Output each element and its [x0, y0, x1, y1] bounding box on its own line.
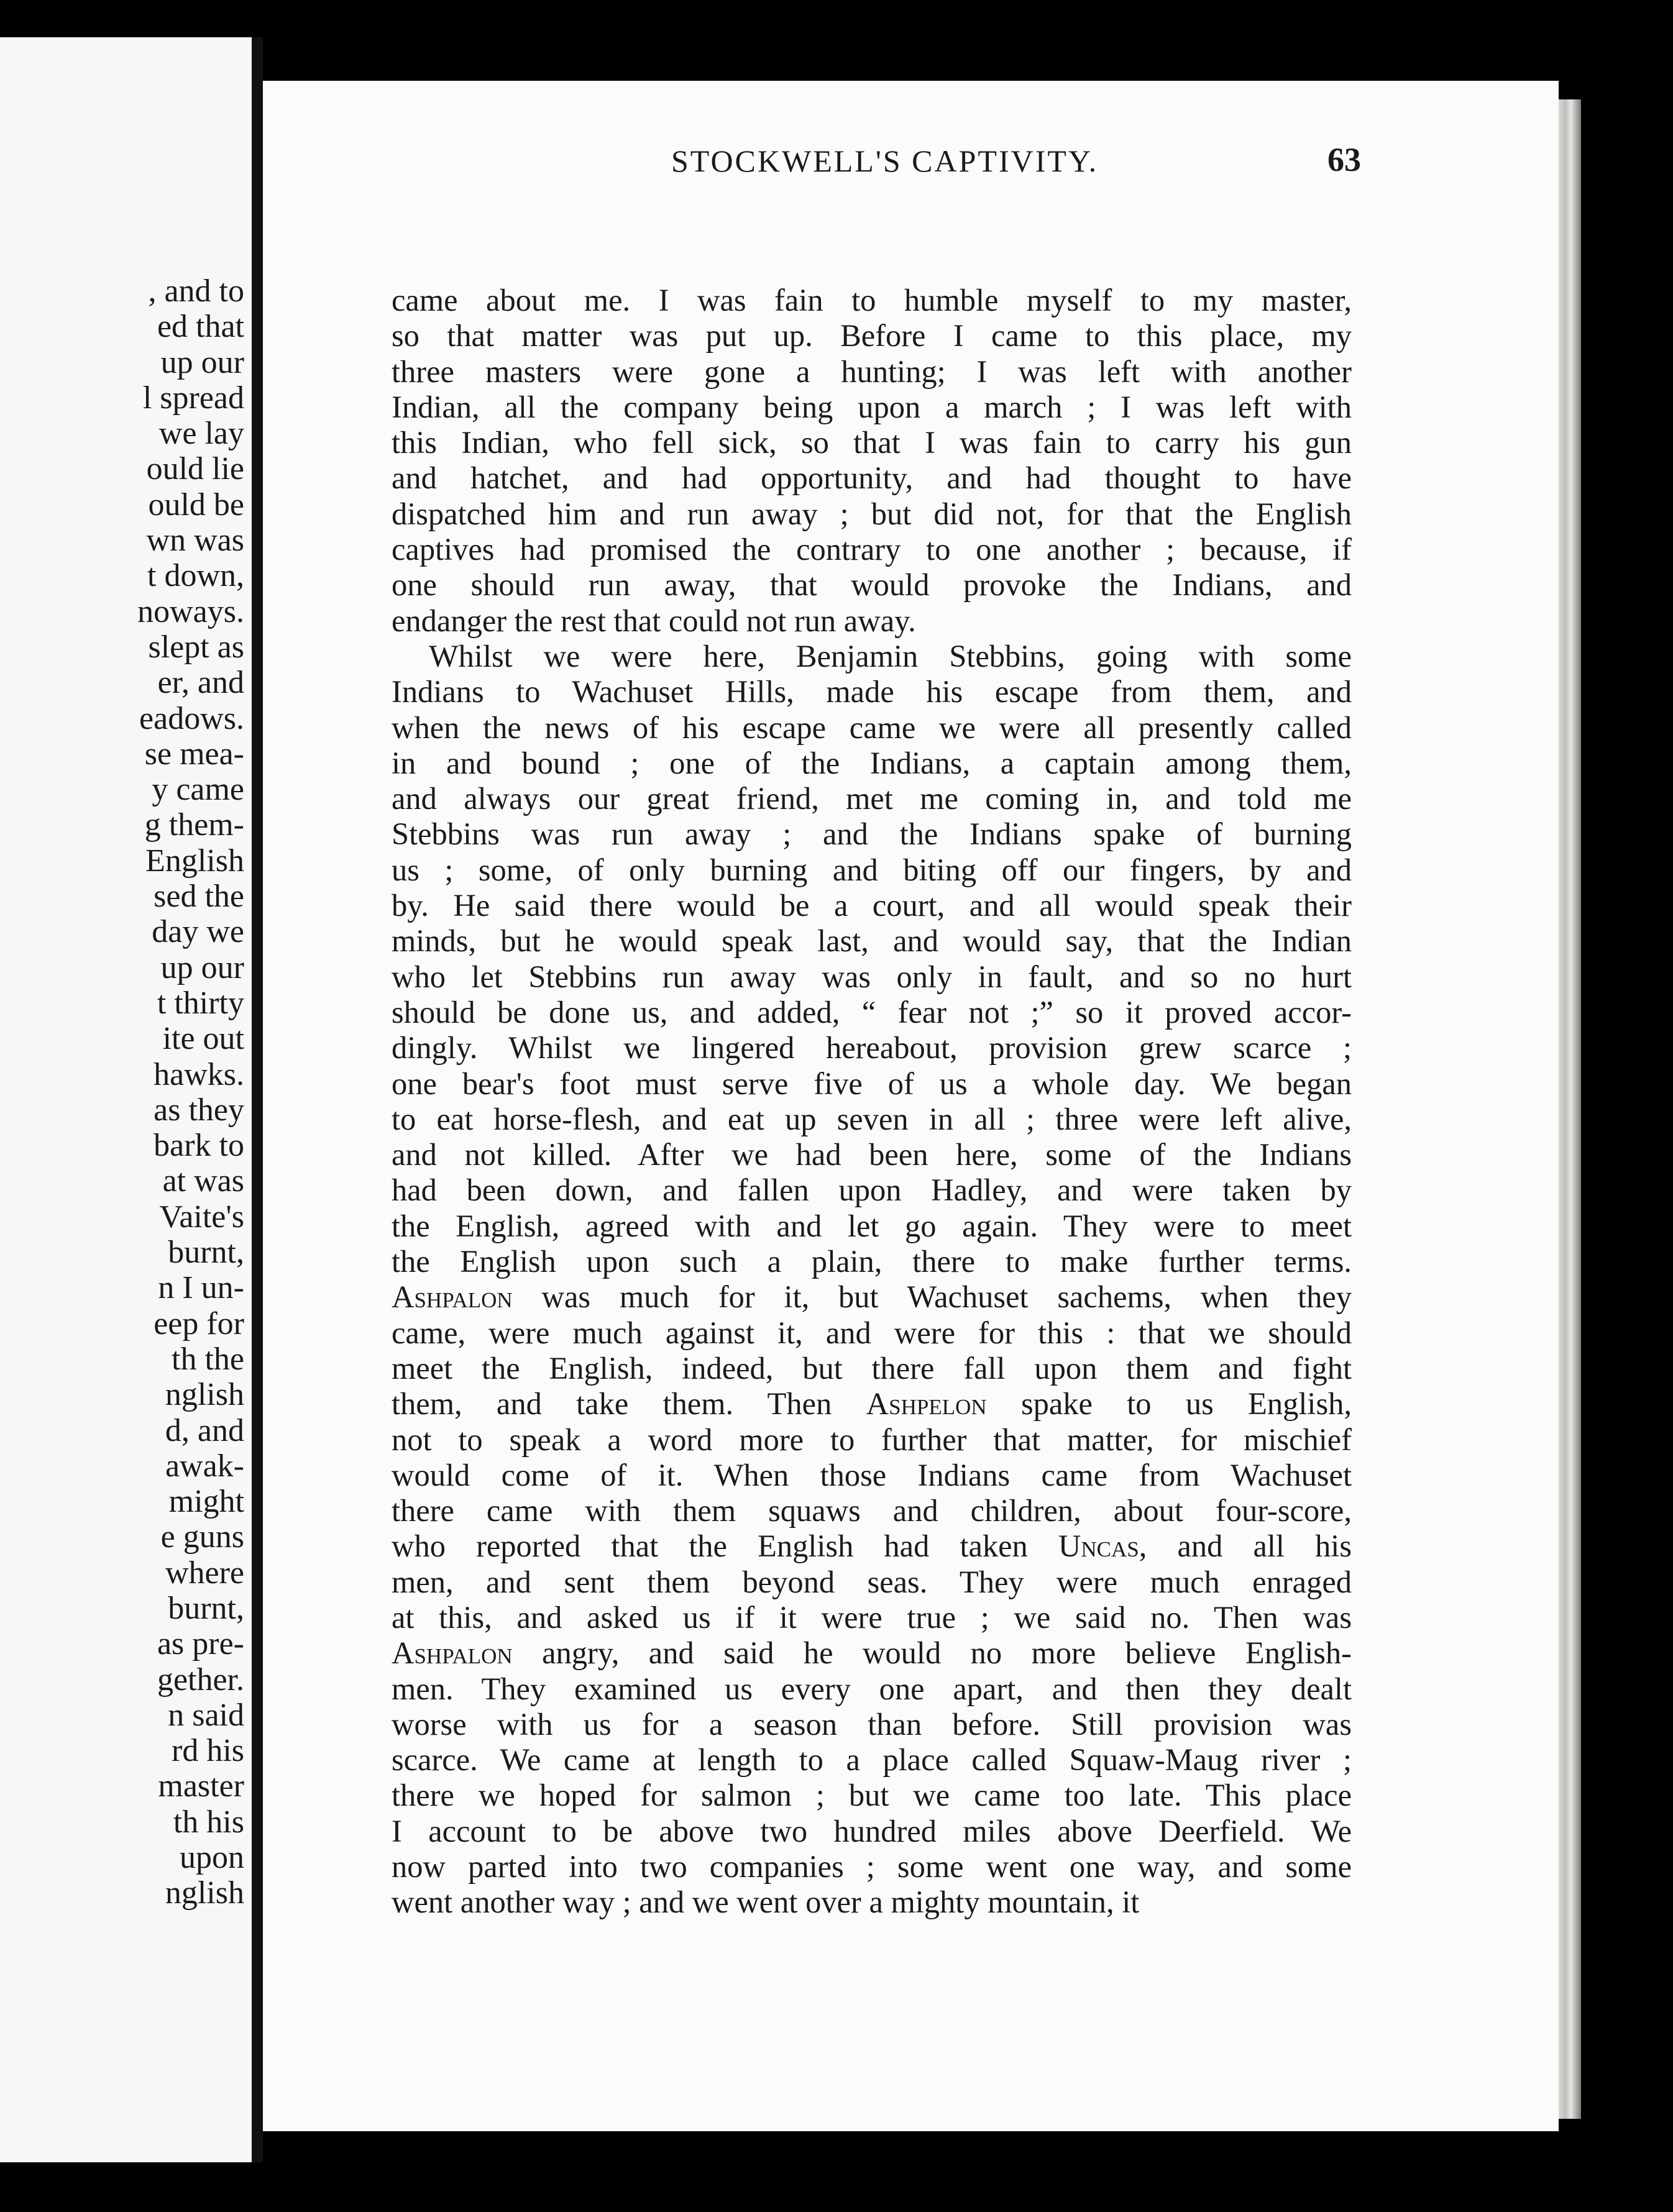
left-page-line: ould lie	[146, 451, 244, 487]
body-line: scarce. We came at length to a place called Squaw-Maug river ;	[392, 1742, 1352, 1778]
left-page-line: , and to	[148, 273, 244, 309]
body-line: when the news of his escape came we were all presently called	[392, 710, 1352, 745]
body-line: one bear's foot must serve five of us a whole day. We began	[392, 1066, 1352, 1101]
left-page-line: might	[168, 1484, 244, 1520]
left-page-line: n I un-	[158, 1270, 244, 1306]
body-line: came about me. I was fain to humble myself to my master,	[392, 283, 1352, 318]
left-page-line: n said	[168, 1697, 244, 1733]
left-page-line: upon	[180, 1840, 244, 1876]
left-page-line: day we	[152, 914, 244, 950]
left-page-line: Vaite's	[159, 1199, 244, 1235]
body-text	[392, 283, 1352, 1921]
left-page-line: d, and	[165, 1412, 244, 1448]
left-page-line: er, and	[157, 665, 244, 701]
body-line: should be done us, and added, “ fear not ;” so it proved accor-	[392, 994, 1352, 1030]
body-line: minds, but he would speak last, and would say, that the Indian	[392, 923, 1352, 959]
left-page-line: master	[158, 1768, 244, 1804]
body-line: there we hoped for salmon ; but we came too late. This place	[392, 1778, 1352, 1813]
body-line: not to speak a word more to further that matter, for mischief	[392, 1422, 1352, 1457]
left-page-line: wn was	[146, 523, 244, 559]
body-line: and not killed. After we had been here, some of the Indians	[392, 1137, 1352, 1172]
left-page-line: nglish	[165, 1377, 244, 1413]
body-line: dingly. Whilst we lingered hereabout, provision grew scarce ;	[392, 1030, 1352, 1066]
body-line: who reported that the English had taken Uncas, and all his	[392, 1529, 1352, 1564]
left-page-line: ed that	[157, 309, 244, 345]
body-line: us ; some, of only burning and biting off our fingers, by and	[392, 852, 1352, 887]
body-line: Indian, all the company being upon a march ; I was left with	[392, 389, 1352, 424]
body-line: three masters were gone a hunting; I was left with another	[392, 354, 1352, 389]
body-line: the English upon such a plain, there to make further terms.	[392, 1244, 1352, 1279]
left-page-line: g them-	[144, 807, 244, 843]
body-line: so that matter was put up. Before I came to this place, my	[392, 318, 1352, 354]
left-page-line: up our	[160, 344, 244, 380]
left-page-line: up our	[160, 949, 244, 985]
body-line: Whilst we were here, Benjamin Stebbins, going with some	[429, 638, 1352, 674]
left-page-line: hawks.	[154, 1056, 244, 1092]
body-line: captives had promised the contrary to one another ; because, if	[392, 532, 1352, 567]
body-line: endanger the rest that could not run away.	[392, 603, 916, 638]
running-head-title: STOCKWELL'S CAPTIVITY.	[671, 144, 1099, 178]
body-line: Stebbins was run away ; and the Indians spake of burning	[392, 816, 1352, 852]
left-page-line: th the	[172, 1341, 244, 1377]
left-page-line: burnt,	[168, 1590, 244, 1626]
body-line: now parted into two companies ; some went one way, and some	[392, 1849, 1352, 1885]
left-page-line: rd his	[172, 1733, 244, 1769]
page-edge-stack	[1559, 99, 1581, 2119]
body-line: came, were much against it, and were for this : that we should	[392, 1315, 1352, 1350]
left-page-line: sed the	[154, 879, 244, 915]
left-page-text-fragments	[137, 273, 244, 1911]
body-line: one should run away, that would provoke the Indians, and	[392, 567, 1352, 603]
left-page-line: th his	[173, 1804, 244, 1840]
body-line: at this, and asked us if it were true ; we said no. Then was	[392, 1599, 1352, 1635]
body-line: there came with them squaws and children, about four-score,	[392, 1493, 1352, 1529]
body-line: to eat horse-flesh, and eat up seven in all ; three were left alive,	[392, 1101, 1352, 1136]
page-number: 63	[1327, 141, 1361, 178]
left-page-line: y came	[152, 772, 244, 808]
left-page-line: where	[165, 1555, 244, 1591]
left-page-line: se mea-	[144, 736, 244, 772]
running-head	[410, 143, 1361, 186]
left-page-line: eep for	[154, 1305, 244, 1341]
body-line: in and bound ; one of the Indians, a captain among them,	[392, 745, 1352, 780]
left-page-line: as they	[154, 1092, 244, 1128]
body-line: men, and sent them beyond seas. They were much enraged	[392, 1564, 1352, 1599]
left-page-line: as pre-	[157, 1626, 244, 1662]
body-line: this Indian, who fell sick, so that I was fain to carry his gun	[392, 425, 1352, 460]
left-page-line: e guns	[160, 1519, 244, 1555]
body-line: and hatchet, and had opportunity, and had thought to have	[392, 460, 1352, 496]
body-line: dispatched him and run away ; but did not, for that the English	[392, 496, 1352, 531]
left-page-line: slept as	[148, 629, 244, 665]
left-page-line: t thirty	[157, 985, 244, 1021]
body-line: worse with us for a season than before. Still provision was	[392, 1706, 1352, 1742]
left-page-line: gether.	[157, 1661, 244, 1698]
body-line: men. They examined us every one apart, and then they dealt	[392, 1671, 1352, 1706]
body-line: had been down, and fallen upon Hadley, and were taken by	[392, 1172, 1352, 1208]
body-line: Indians to Wachuset Hills, made his escape from them, and	[392, 674, 1352, 710]
body-line: who let Stebbins run away was only in fault, and so no hurt	[392, 959, 1352, 994]
body-line: and always our great friend, met me coming in, and told me	[392, 781, 1352, 816]
left-page-line: eadows.	[139, 700, 244, 736]
left-page-line: nglish	[165, 1875, 244, 1911]
body-line: I account to be above two hundred miles above Deerfield. We	[392, 1813, 1352, 1849]
left-page-line: l spread	[142, 380, 244, 416]
body-line: Ashpalon angry, and said he would no more believe English-	[392, 1635, 1352, 1671]
body-line: Ashpalon was much for it, but Wachuset sachems, when they	[392, 1279, 1352, 1315]
body-line: by. He said there would be a court, and all would speak their	[392, 888, 1352, 923]
left-page-line: noways.	[137, 593, 244, 629]
body-line: meet the English, indeed, but there fall upon them and fight	[392, 1350, 1352, 1386]
body-line: the English, agreed with and let go again. They were to meet	[392, 1208, 1352, 1243]
left-page-line: burnt,	[168, 1235, 244, 1271]
left-page-line: ite out	[162, 1021, 244, 1057]
body-line: went another way ; and we went over a mighty mountain, it	[392, 1885, 1140, 1920]
left-page-line: bark to	[154, 1128, 244, 1164]
left-page-line: at was	[162, 1163, 244, 1199]
left-page-line: English	[145, 843, 244, 879]
left-page-line: t down,	[147, 558, 244, 594]
left-page-line: awak-	[165, 1448, 244, 1484]
left-page-line: ould be	[148, 487, 244, 523]
left-page-line: we lay	[158, 416, 244, 452]
book-gutter	[252, 37, 263, 2162]
body-line: them, and take them. Then Ashpelon spake to us English,	[392, 1386, 1352, 1422]
left-facing-page	[0, 37, 252, 2162]
body-line: would come of it. When those Indians came from Wachuset	[392, 1457, 1352, 1492]
